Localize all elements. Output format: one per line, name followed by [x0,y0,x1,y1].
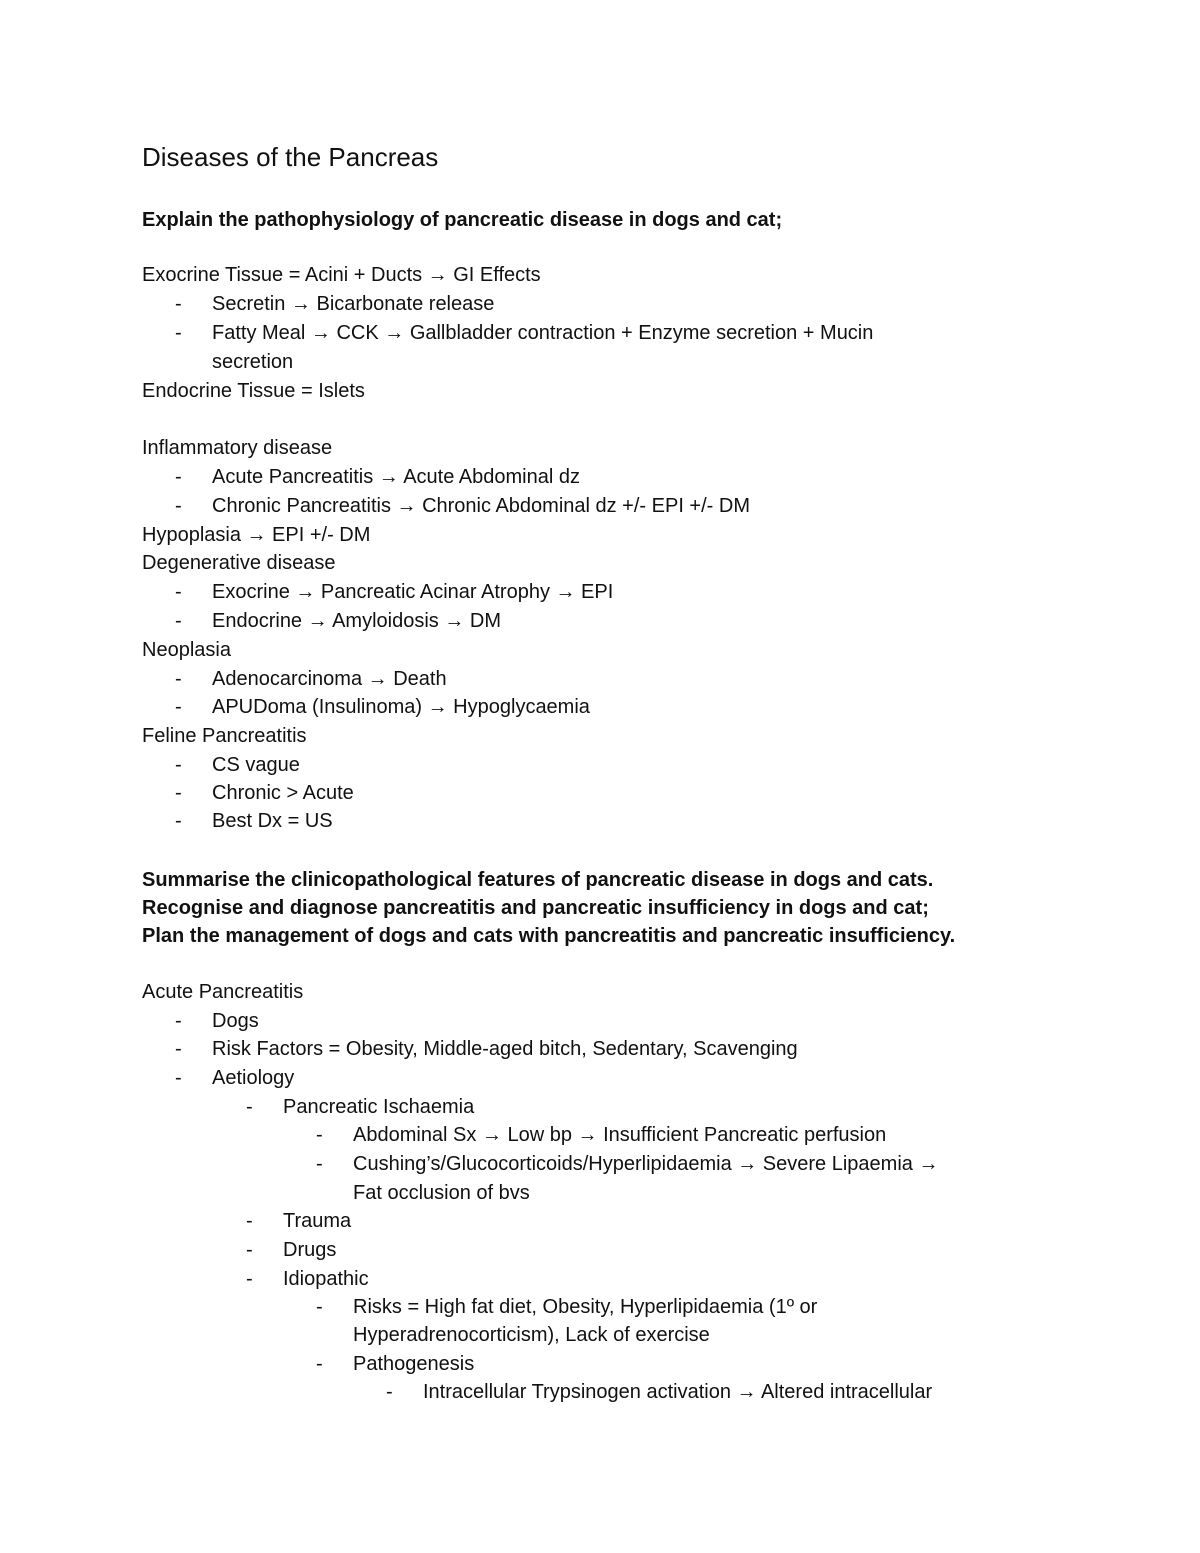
bullet-dash: - [175,696,182,718]
bullet-item: Dogs [212,1010,259,1032]
bullet-item: Pancreatic Ischaemia [283,1096,475,1118]
bullet-dash: - [246,1239,253,1261]
text-line: Exocrine Tissue = Acini + Ducts → GI Effects [142,264,541,286]
bullet-item: Idiopathic [283,1268,369,1290]
bullet-dash: - [175,495,182,517]
bullet-dash: - [246,1268,253,1290]
document-title: Diseases of the Pancreas [142,142,439,172]
bullet-dash: - [386,1381,393,1403]
bullet-dash: - [246,1096,253,1118]
text-line: Hypoplasia → EPI +/- DM [142,524,371,546]
bullet-item: Risk Factors = Obesity, Middle-aged bitch, Sedentary, Scavenging [212,1038,798,1060]
bullet-dash: - [175,754,182,776]
bullet-item: Intracellular Trypsinogen activation → Altered intracellular [423,1381,933,1403]
bullet-item: Hyperadrenocorticism), Lack of exercise [353,1324,710,1346]
bullet-dash: - [175,810,182,832]
section-heading: Explain the pathophysiology of pancreatic disease in dogs and cat; [142,209,783,231]
bullet-item: APUDoma (Insulinoma) → Hypoglycaemia [212,696,590,718]
bullet-item: secretion [212,351,294,373]
bullet-dash: - [316,1353,323,1375]
bullet-item: Chronic > Acute [212,782,354,804]
section-heading: Summarise the clinicopathological features of pancreatic disease in dogs and cats. [142,869,934,891]
text-line: Acute Pancreatitis [142,981,304,1003]
bullet-item: Cushing’s/Glucocorticoids/Hyperlipidaemia → Severe Lipaemia → [353,1153,939,1175]
bullet-item: Abdominal Sx → Low bp → Insufficient Pancreatic perfusion [353,1124,887,1146]
bullet-dash: - [175,668,182,690]
text-line: Neoplasia [142,639,231,661]
bullet-dash: - [316,1124,323,1146]
bullet-dash: - [175,782,182,804]
bullet-dash: - [175,1010,182,1032]
section-heading: Plan the management of dogs and cats with pancreatitis and pancreatic insufficiency. [142,925,956,947]
bullet-dash: - [175,581,182,603]
bullet-item: Best Dx = US [212,810,333,832]
bullet-item: CS vague [212,754,300,776]
bullet-item: Adenocarcinoma → Death [212,668,447,690]
bullet-item: Aetiology [212,1067,295,1089]
bullet-item: Risks = High fat diet, Obesity, Hyperlipidaemia (1º or [353,1296,818,1318]
bullet-item: Secretin → Bicarbonate release [212,293,495,315]
bullet-item: Trauma [283,1210,352,1232]
bullet-item: Exocrine → Pancreatic Acinar Atrophy → EPI [212,581,614,603]
bullet-dash: - [175,466,182,488]
bullet-dash: - [175,322,182,344]
text-line: Feline Pancreatitis [142,725,307,747]
bullet-item: Chronic Pancreatitis → Chronic Abdominal dz +/- EPI +/- DM [212,495,750,517]
section-heading: Recognise and diagnose pancreatitis and pancreatic insufficiency in dogs and cat; [142,897,929,919]
bullet-dash: - [175,1038,182,1060]
bullet-dash: - [175,610,182,632]
bullet-dash: - [316,1153,323,1175]
bullet-item: Acute Pancreatitis → Acute Abdominal dz [212,466,580,488]
bullet-dash: - [316,1296,323,1318]
bullet-item: Pathogenesis [353,1353,475,1375]
bullet-dash: - [246,1210,253,1232]
bullet-dash: - [175,293,182,315]
bullet-dash: - [175,1067,182,1089]
bullet-item: Endocrine → Amyloidosis → DM [212,610,501,632]
text-line: Degenerative disease [142,552,336,574]
bullet-item: Fatty Meal → CCK → Gallbladder contraction + Enzyme secretion + Mucin [212,322,874,344]
text-line: Inflammatory disease [142,437,333,459]
bullet-item: Drugs [283,1239,337,1261]
text-line: Endocrine Tissue = Islets [142,380,365,402]
bullet-item: Fat occlusion of bvs [353,1182,530,1204]
